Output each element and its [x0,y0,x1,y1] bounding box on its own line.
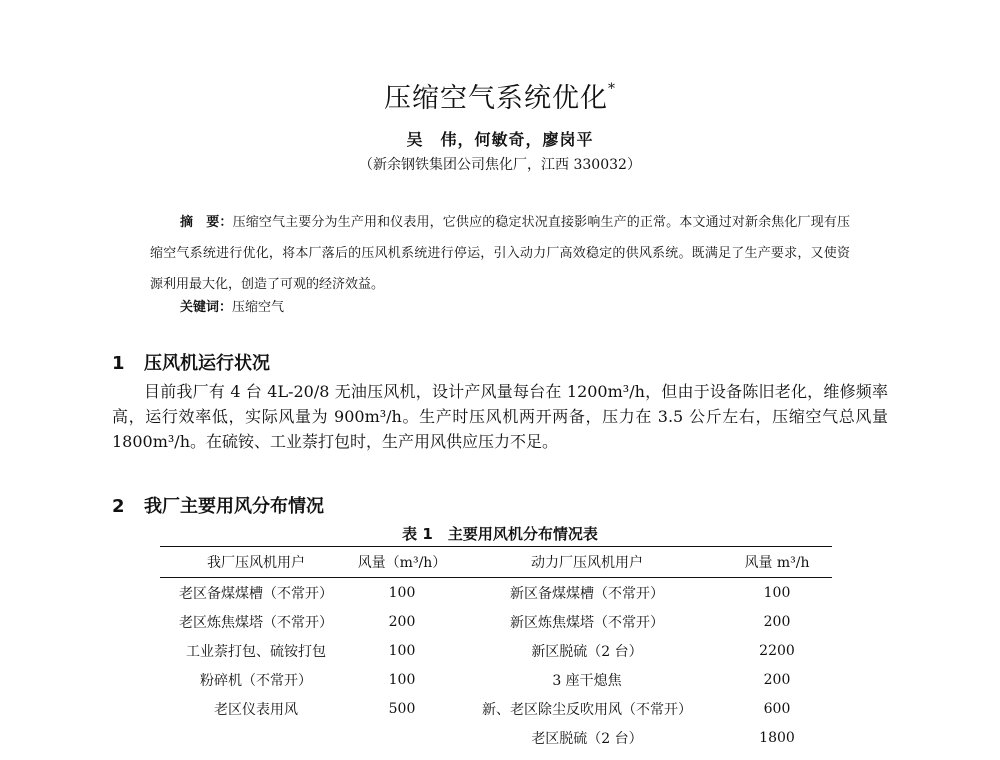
table-header-cell: 风量（m³/h） [352,547,452,578]
table-header-row [160,547,832,578]
table-caption: 表 1 主要用风机分布情况表 [402,525,598,543]
table-row [160,694,832,723]
section-heading-1 [112,349,270,375]
table-cell: 老区脱硫（2 台） [531,730,643,747]
table-cell: 100 [388,671,416,688]
table-cell: 100 [388,642,416,659]
table-header-cell: 我厂压风机用户 [160,547,352,578]
table-cell: 500 [388,700,416,717]
section-title: 压风机运行状况 [144,353,270,374]
section-heading-2 [112,492,324,518]
section-number: 1 [112,353,125,374]
table-cell: 200 [388,613,416,630]
table-cell: 200 [763,613,791,630]
table-cell: 新、老区除尘反吹用风（不常开） [482,701,692,718]
table-cell: 新区炼焦煤塔（不常开） [510,614,664,631]
table-row [160,665,832,694]
keywords-text: 压缩空气 [232,300,285,315]
paper-title: 压缩空气系统优化* [384,81,616,114]
table-cell: 工业萘打包、硫铵打包 [186,643,326,660]
title-footnote-mark: * [608,81,616,97]
table-cell [160,723,352,752]
table-cell: 200 [763,671,791,688]
table-row [160,636,832,665]
table-cell: 100 [763,584,791,601]
author-list: 吴 伟，何敏奇，廖岗平 [406,130,594,149]
table-cell: 100 [388,584,416,601]
table-header-cell: 动力厂压风机用户 [452,547,722,578]
section-number: 2 [112,496,125,517]
abstract-label: 摘 要： [180,215,233,230]
table-row [160,723,832,752]
section-1-paragraph: 目前我厂有 4 台 4L-20/8 无油压风机，设计产风量每台在 1200m³/h，但由于设备陈旧老化，维修频率高，运行效率低，实际风量为 900m³/h。生产时压风机两开两备，压力在 3.5 公斤左右，压缩空气总风量 1800m³/h。在硫铵、工业萘打包时，生产用风供应压力不足。 [112,382,888,451]
table-cell: 老区炼焦煤塔（不常开） [179,614,333,631]
table-cell: 3 座干熄焦 [552,672,622,689]
table-cell: 新区脱硫（2 台） [531,643,643,660]
table-cell: 老区仪表用风 [214,701,298,718]
table-cell: 600 [763,700,791,717]
affiliation: （新余钢铁集团公司焦化厂，江西 330032） [359,157,641,173]
table-header-cell: 风量 m³/h [722,547,832,578]
table-cell [352,723,452,752]
table-row [160,607,832,636]
keywords-label: 关键词： [180,300,233,315]
abstract [150,207,850,300]
table-cell: 老区备煤煤槽（不常开） [179,585,333,602]
table-cell: 粉碎机（不常开） [200,672,312,689]
air-distribution-table [160,546,832,752]
keywords [180,296,284,315]
section-title: 我厂主要用风分布情况 [144,496,324,517]
table-cell: 新区备煤煤槽（不常开） [510,585,664,602]
abstract-text: 压缩空气主要分为生产用和仪表用，它供应的稳定状况直接影响生产的正常。本文通过对新余焦化厂现有压缩空气系统进行优化，将本厂落后的压风机系统进行停运，引入动力厂高效稳定的供风系统。既满足了生产要求，又使资源利用最大化，创造了可观的经济效益。 [150,215,850,292]
table-cell: 1800 [759,729,795,746]
table-row [160,578,832,608]
table-cell: 2200 [759,642,795,659]
